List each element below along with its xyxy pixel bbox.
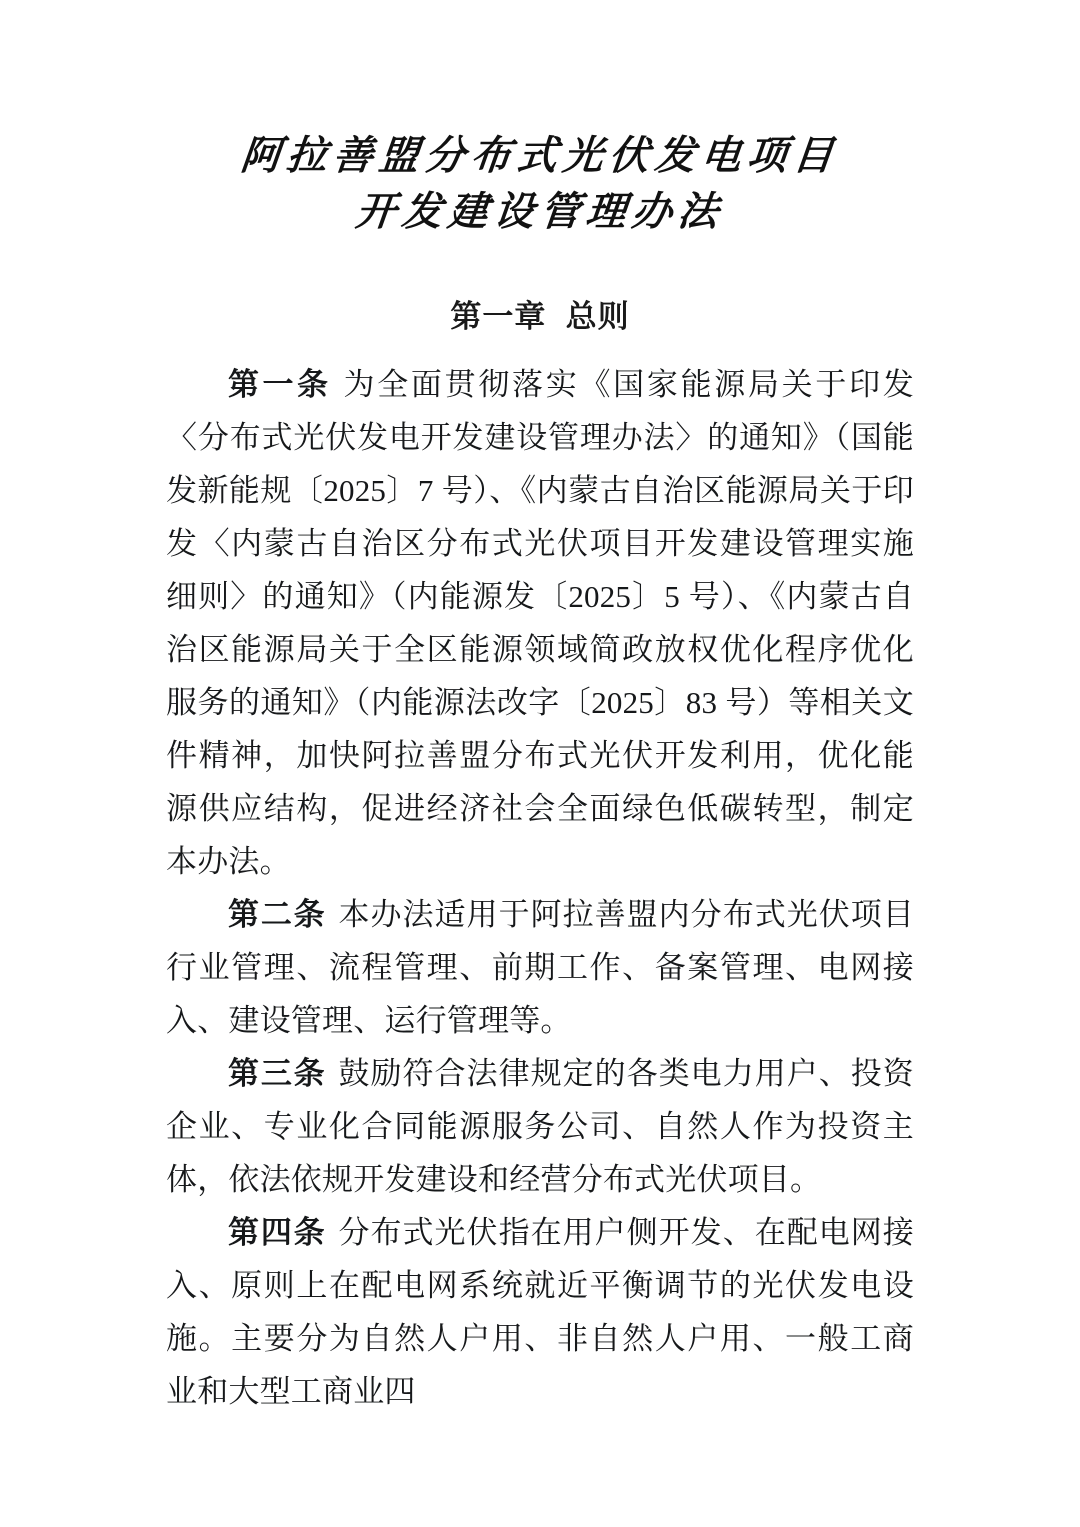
document-body [166, 358, 914, 1418]
document-title-line-2: 开发建设管理办法 [353, 188, 727, 235]
article-3 [166, 1047, 914, 1206]
article-1-text: 为全面贯彻落实《国家能源局关于印发〈分布式光伏发电开发建设管理办法〉的通知》（国能发新能规〔2025〕7 号）、《内蒙古自治区能源局关于印发〈内蒙古自治区分布式光伏项目开发建设管理实施细则〉的通知》（内能源发〔2025〕5 号）、《内蒙古自治区能源局关于全区能源领域简政放权优化程序优化服务的通知》（内能源法改字〔2025〕83 号）等相关文件精神，加快阿拉善盟分布式光伏开发利用，优化能源供应结构，促进经济社会全面绿色低碳转型，制定本办法。 [166, 367, 914, 879]
article-3-label: 第三条 [228, 1056, 327, 1091]
document-title-line-1: 阿拉善盟分布式光伏发电项目 [238, 132, 842, 179]
article-2 [166, 888, 914, 1047]
article-1 [166, 358, 914, 888]
article-2-label: 第二条 [228, 897, 327, 932]
article-4-text: 分布式光伏指在用户侧开发、在配电网接入、原则上在配电网系统就近平衡调节的光伏发电设施。主要分为自然人户用、非自然人户用、一般工商业和大型工商业四 [166, 1215, 914, 1409]
article-4-label: 第四条 [228, 1215, 327, 1250]
chapter-heading: 第一章 总则 [450, 299, 630, 334]
article-1-label: 第一条 [228, 367, 332, 402]
article-3-text: 鼓励符合法律规定的各类电力用户、投资企业、专业化合同能源服务公司、自然人作为投资主体，依法依规开发建设和经营分布式光伏项目。 [166, 1056, 914, 1197]
document-title [0, 128, 1080, 240]
article-4 [166, 1206, 914, 1418]
article-2-text: 本办法适用于阿拉善盟内分布式光伏项目行业管理、流程管理、前期工作、备案管理、电网接入、建设管理、运行管理等。 [166, 897, 914, 1038]
